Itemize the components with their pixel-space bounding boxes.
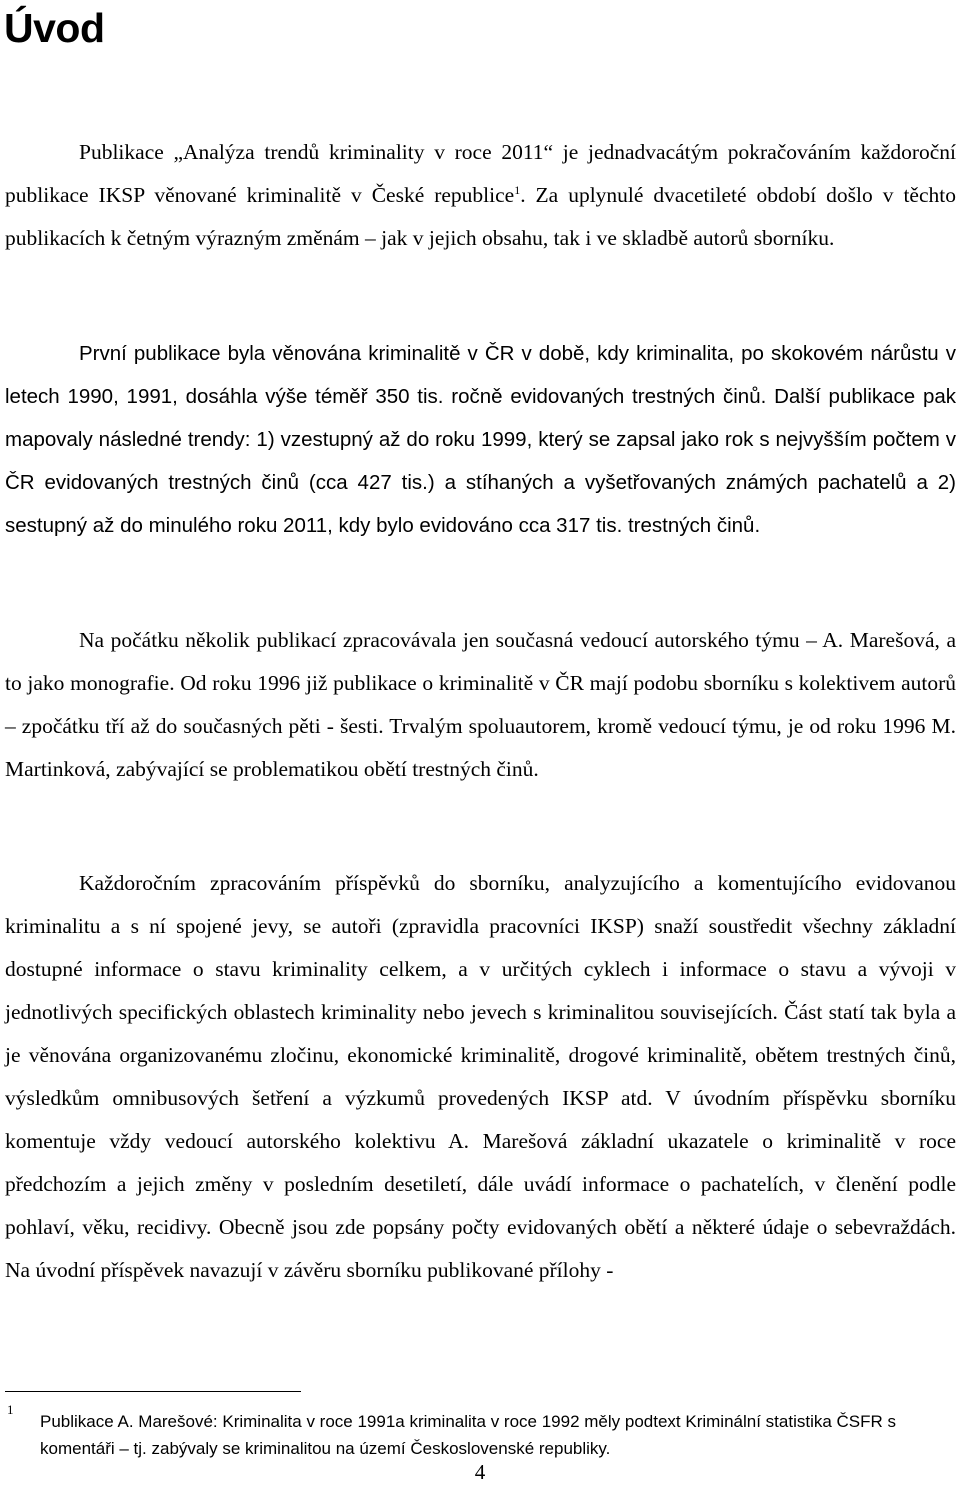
paragraph-intro [5, 131, 956, 260]
footnote-separator [5, 1391, 301, 1392]
footnote-text: Publikace A. Marešové: Kriminalita v roce 1991a kriminalita v roce 1992 měly podtext Kriminální statistika ČSFR s komentáři – tj. zabývaly se kriminalitou na území Československé republiky. [40, 1412, 897, 1458]
paragraph-intro-text: Publikace „Analýza trendů kriminality v roce 2011“ je jednadvacátým pokračováním každoroční publikace IKSP věnované kriminalitě v České republice [5, 140, 956, 207]
footnote-number: 1 [7, 1402, 14, 1417]
page-number: 4 [474, 1460, 486, 1484]
paragraph-authors: Na počátku několik publikací zpracovávala jen současná vedoucí autorského týmu – A. Marešová, a to jako monografie. Od roku 1996 již publikace o kriminalitě v ČR mají podobu sborníku s kolektivem autorů – zpočátku tří až do současných pěti - šesti. Trvalým spoluautorem, kromě vedoucí týmu, je od roku 1996 M. Martinková, zabývající se problematikou obětí trestných činů. [5, 628, 956, 781]
paragraph-intro-text-continued: . Za uplynulé dvacetileté období došlo v těchto publikacích k četným výrazným změnám – jak v jejich obsahu, tak i ve skladbě autorů sborníku. [5, 183, 956, 250]
footnote-reference: 1 [514, 182, 521, 197]
paragraph-content: Každoročním zpracováním příspěvků do sborníku, analyzujícího a komentujícího evidovanou kriminalitu a s ní spojené jevy, se autoři (zpravidla pracovníci IKSP) snaží soustředit všechny základní dostupné informace o stavu kriminality celkem, a v určitých cyklech i informace o stavu a vývoji v jednotlivých specifických oblastech kriminality nebo jevech s kriminalitou souvisejících. Část statí tak byla a je věnována organizovanému zločinu, ekonomické kriminalitě, drogové kriminalitě, obětem trestných činů, výsledkům omnibusových šetření a výzkumů provedených IKSP atd. V úvodním příspěvku sborníku komentuje vždy vedoucí autorského kolektivu A. Marešová základní ukazatele o kriminalitě v roce předchozím a jejich změny v posledním desetiletí, dále uvádí informace o pachatelích, v členění podle pohlaví, věku, recidivy. Obecně jsou zde popsány počty evidovaných obětí a některé údaje o sebevraždách. Na úvodní příspěvek navazují v závěru sborníku publikované přílohy - [5, 871, 956, 1282]
page-heading: Úvod [4, 5, 105, 51]
paragraph-history: První publikace byla věnována kriminalitě v ČR v době, kdy kriminalita, po skokovém nárůstu v letech 1990, 1991, dosáhla výše téměř 350 tis. ročně evidovaných trestných činů. Další publikace pak mapovaly následné trendy: 1) vzestupný až do roku 1999, který se zapsal jako rok s nejvyšším počtem v ČR evidovaných trestných činů (cca 427 tis.) a stíhaných a vyšetřovaných známých pachatelů a 2) sestupný až do minulého roku 2011, kdy bylo evidováno cca 317 tis. trestných činů. [5, 342, 956, 537]
